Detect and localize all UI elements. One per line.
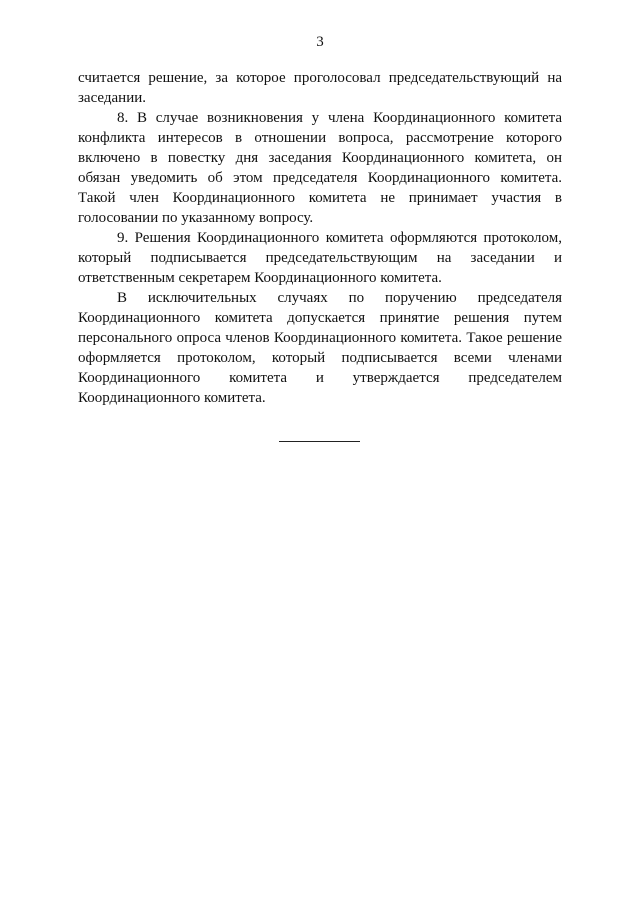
document-body bbox=[78, 68, 562, 408]
end-of-text-rule bbox=[279, 441, 360, 442]
paragraph-continuation: считается решение, за которое проголосовал председательствующий на заседании. bbox=[78, 70, 562, 106]
page-number: 3 bbox=[316, 34, 324, 50]
paragraph-item-9: 9. Решения Координационного комитета оформляются протоколом, который подписывается председательствующим на заседании и ответственным секретарем Координационного комитета. bbox=[78, 230, 562, 286]
paragraph-exceptional-cases: В исключительных случаях по поручению председателя Координационного комитета допускается принятие решения путем персонального опроса членов Координационного комитета. Такое решение оформляется протоколом, который подписывается всеми членами Координационного комитета и утверждается председателем Координационного комитета. bbox=[78, 290, 562, 406]
paragraph-item-8: 8. В случае возникновения у члена Координационного комитета конфликта интересов в отношении вопроса, рассмотрение которого включено в повестку дня заседания Координационного комитета, он обязан уведомить об этом председателя Координационного комитета. Такой член Координационного комитета не принимает участия в голосовании по указанному вопросу. bbox=[78, 110, 562, 226]
